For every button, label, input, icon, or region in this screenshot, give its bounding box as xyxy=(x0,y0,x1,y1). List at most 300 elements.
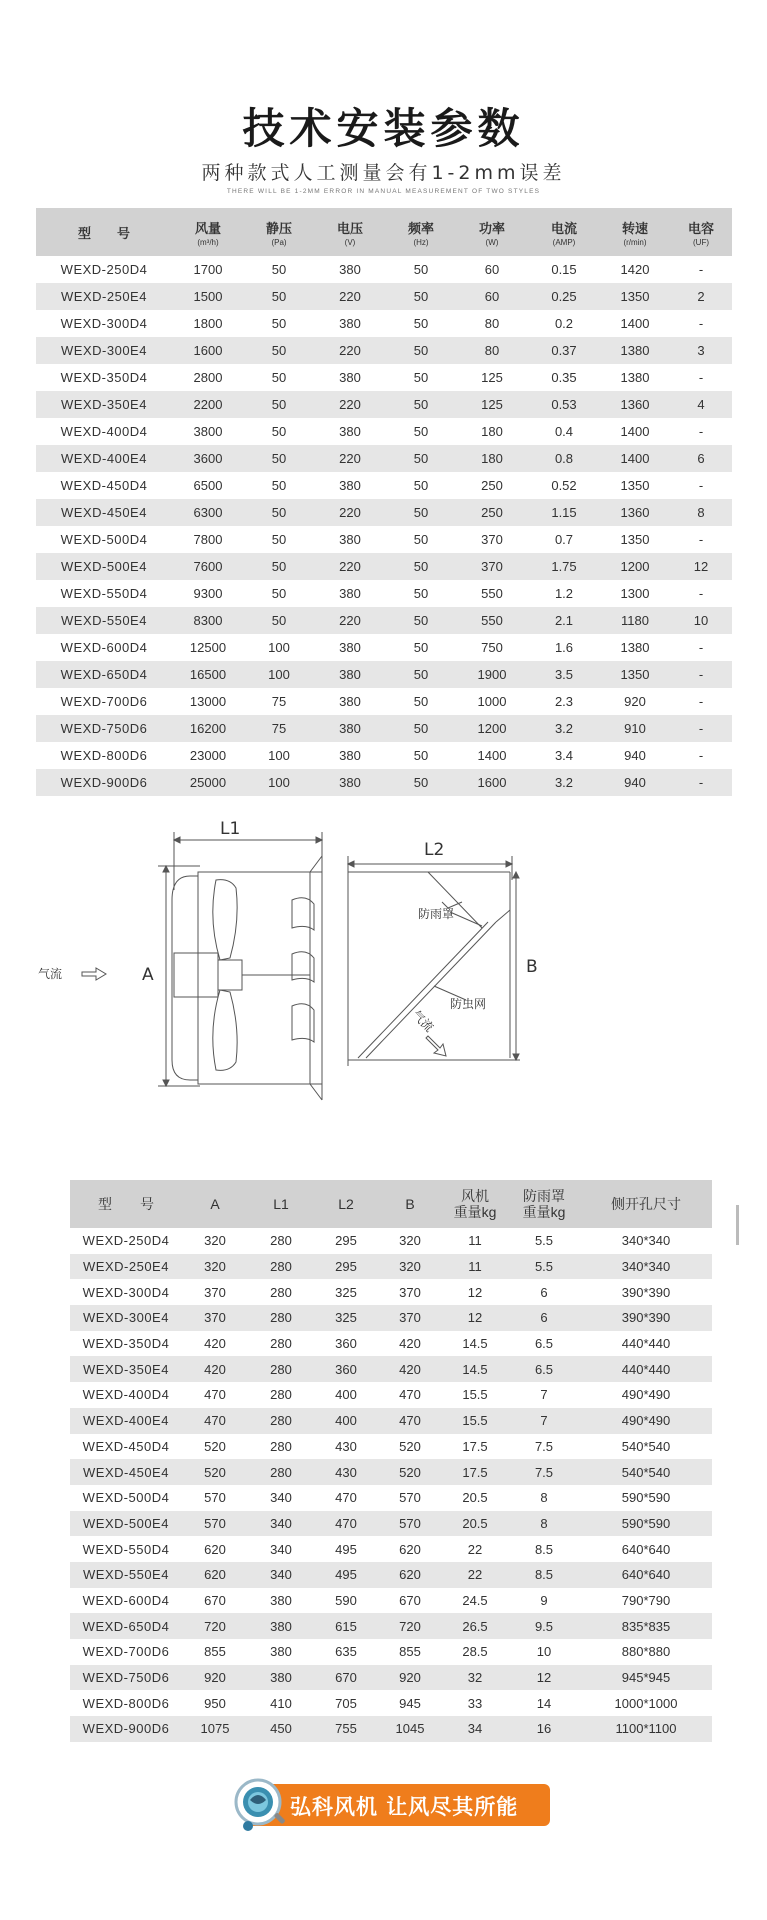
value-cell: 50 xyxy=(386,769,456,796)
value-cell: 620 xyxy=(399,1541,421,1557)
value-cell: 2200 xyxy=(172,391,244,418)
value-cell: 50 xyxy=(271,262,287,277)
value-cell: 0.7 xyxy=(554,532,574,547)
column-header-label: 电容 xyxy=(687,220,714,236)
value-cell: 1000 xyxy=(477,694,507,709)
model-cell: WEXD-300E4 xyxy=(70,1305,182,1331)
value-cell: 940 xyxy=(624,748,646,763)
table-row xyxy=(70,1356,712,1382)
value-cell: 7.5 xyxy=(534,1438,554,1454)
value-cell: 6300 xyxy=(172,499,244,526)
value-cell: 920 xyxy=(624,694,646,709)
value-cell: 220 xyxy=(314,499,386,526)
value-cell: 32 xyxy=(442,1665,508,1691)
value-cell: 1.75 xyxy=(528,553,600,580)
model-cell: WEXD-500D4 xyxy=(60,532,148,547)
table-row xyxy=(36,553,732,580)
value-cell: 5.5 xyxy=(534,1233,554,1249)
value-cell: 705 xyxy=(335,1695,357,1711)
value-cell: 8 xyxy=(670,499,732,526)
model-cell: WEXD-300D4 xyxy=(60,316,148,331)
value-cell: 615 xyxy=(314,1613,378,1639)
value-cell: 2.1 xyxy=(528,607,600,634)
value-cell: 20.5 xyxy=(462,1490,488,1506)
value-cell: 380 xyxy=(248,1613,314,1639)
model-cell: WEXD-550D4 xyxy=(60,586,148,601)
value-cell: 0.52 xyxy=(551,478,577,493)
value-cell: 1700 xyxy=(193,262,223,277)
column-header-unit: (Hz) xyxy=(413,237,429,247)
column-header-unit: (Pa) xyxy=(271,237,287,247)
model-cell: WEXD-250D4 xyxy=(82,1233,170,1249)
value-cell: 325 xyxy=(335,1284,357,1300)
table-row xyxy=(70,1408,712,1434)
value-cell: 1200 xyxy=(600,553,670,580)
value-cell: 7 xyxy=(508,1408,580,1434)
value-cell: 50 xyxy=(413,532,429,547)
column-header-label: 功率 xyxy=(478,220,505,236)
table-row xyxy=(36,418,732,445)
value-cell: 7 xyxy=(540,1387,548,1403)
value-cell: 1420 xyxy=(620,262,650,277)
value-cell: 370 xyxy=(204,1284,226,1300)
value-cell: 100 xyxy=(268,748,290,763)
table-row xyxy=(36,472,732,499)
table-row xyxy=(36,391,732,418)
value-cell: 320 xyxy=(182,1254,248,1280)
value-cell: 380 xyxy=(314,715,386,742)
column-header xyxy=(244,208,314,256)
value-cell: - xyxy=(698,640,704,655)
value-cell: 0.2 xyxy=(554,316,574,331)
model-cell: WEXD-750D6 xyxy=(36,715,172,742)
table-row xyxy=(70,1511,712,1537)
value-cell: 1200 xyxy=(456,715,528,742)
table-row xyxy=(70,1305,712,1331)
column-header xyxy=(386,208,456,256)
value-cell: 8300 xyxy=(172,607,244,634)
value-cell: 540*540 xyxy=(580,1459,712,1485)
value-cell: 26.5 xyxy=(442,1613,508,1639)
table-row xyxy=(36,526,732,553)
value-cell: 400 xyxy=(314,1408,378,1434)
column-header-label: A xyxy=(210,1196,220,1212)
value-cell: 380 xyxy=(314,661,386,688)
value-cell: 60 xyxy=(484,262,500,277)
value-cell: 570 xyxy=(182,1511,248,1537)
value-cell: 28.5 xyxy=(462,1644,488,1660)
value-cell: 16 xyxy=(508,1716,580,1742)
value-cell: 50 xyxy=(271,424,287,439)
table-row xyxy=(70,1690,712,1716)
column-header xyxy=(442,1180,508,1228)
value-cell: 490*490 xyxy=(621,1387,671,1403)
value-cell: 390*390 xyxy=(580,1305,712,1331)
value-cell: 50 xyxy=(244,283,314,310)
value-cell: 1.6 xyxy=(554,640,574,655)
airflow-arrow-icon xyxy=(82,968,106,980)
value-cell: 220 xyxy=(314,337,386,364)
model-cell: WEXD-700D6 xyxy=(60,694,148,709)
value-cell: 380 xyxy=(339,586,361,601)
value-cell: 1380 xyxy=(600,337,670,364)
value-cell: 1400 xyxy=(600,445,670,472)
value-cell: 370 xyxy=(456,553,528,580)
airflow-left-label: 气流 xyxy=(38,967,63,981)
value-cell: 125 xyxy=(481,370,503,385)
table-row xyxy=(70,1588,712,1614)
value-cell: 470 xyxy=(204,1387,226,1403)
value-cell: 420 xyxy=(378,1356,442,1382)
value-cell: 855 xyxy=(399,1644,421,1660)
value-cell: 380 xyxy=(339,532,361,547)
value-cell: 520 xyxy=(204,1438,226,1454)
model-cell: WEXD-700D6 xyxy=(82,1644,170,1660)
table-row xyxy=(36,283,732,310)
value-cell: 410 xyxy=(270,1695,292,1711)
value-cell: - xyxy=(698,316,704,331)
column-header-label: 侧开孔尺寸 xyxy=(611,1196,681,1212)
value-cell: 550 xyxy=(481,586,503,601)
value-cell: 14 xyxy=(536,1695,552,1711)
value-cell: 50 xyxy=(413,316,429,331)
value-cell: 1350 xyxy=(620,478,650,493)
model-cell: WEXD-400E4 xyxy=(70,1408,182,1434)
model-cell: WEXD-800D6 xyxy=(82,1695,170,1711)
value-cell: 5.5 xyxy=(508,1254,580,1280)
value-cell: 50 xyxy=(413,694,429,709)
value-cell: 640*640 xyxy=(580,1562,712,1588)
value-cell: 380 xyxy=(270,1644,292,1660)
value-cell: 380 xyxy=(270,1592,292,1608)
value-cell: 9300 xyxy=(193,586,223,601)
value-cell: 750 xyxy=(481,640,503,655)
value-cell: 50 xyxy=(386,391,456,418)
value-cell: 1.15 xyxy=(528,499,600,526)
table-header-row xyxy=(70,1180,712,1228)
table-row xyxy=(70,1613,712,1639)
value-cell: 340 xyxy=(270,1490,292,1506)
value-cell: 720 xyxy=(182,1613,248,1639)
model-cell: WEXD-450E4 xyxy=(36,499,172,526)
value-cell: - xyxy=(698,478,704,493)
value-cell: 220 xyxy=(314,607,386,634)
column-header xyxy=(314,1180,378,1228)
value-cell: 620 xyxy=(378,1562,442,1588)
value-cell: 280 xyxy=(270,1387,292,1403)
value-cell: 320 xyxy=(204,1233,226,1249)
value-cell: 3600 xyxy=(172,445,244,472)
model-cell: WEXD-350E4 xyxy=(70,1356,182,1382)
value-cell: 400 xyxy=(335,1387,357,1403)
value-cell: 1300 xyxy=(620,586,650,601)
value-cell: 280 xyxy=(270,1233,292,1249)
value-cell: 7600 xyxy=(172,553,244,580)
value-cell: 180 xyxy=(456,445,528,472)
value-cell: 320 xyxy=(399,1233,421,1249)
value-cell: 50 xyxy=(386,553,456,580)
value-cell: 570 xyxy=(204,1490,226,1506)
column-header-unit: (r/min) xyxy=(623,237,647,247)
column-header-unit: (W) xyxy=(485,237,499,247)
model-cell: WEXD-500E4 xyxy=(36,553,172,580)
column-header-label: 频率 xyxy=(407,220,434,236)
model-cell: WEXD-550E4 xyxy=(36,607,172,634)
table-row xyxy=(70,1665,712,1691)
value-cell: 370 xyxy=(182,1305,248,1331)
page-subtitle: 两种款式人工测量会有1-2mm误差 xyxy=(201,162,566,184)
column-header-label: 静压 xyxy=(265,220,292,236)
scrollbar-thumb[interactable] xyxy=(736,1205,739,1245)
value-cell: 470 xyxy=(378,1408,442,1434)
model-cell: WEXD-750D6 xyxy=(70,1665,182,1691)
dimension-l1-label: L1 xyxy=(220,819,241,839)
value-cell: 9 xyxy=(540,1592,548,1608)
table-row xyxy=(36,310,732,337)
value-cell: - xyxy=(698,586,704,601)
table-row xyxy=(36,256,732,283)
value-cell: 440*440 xyxy=(621,1336,671,1352)
model-cell: WEXD-350D4 xyxy=(82,1336,170,1352)
dimension-a-label: A xyxy=(142,965,154,985)
value-cell: 370 xyxy=(481,532,503,547)
table-row xyxy=(70,1639,712,1665)
value-cell: 3.2 xyxy=(528,715,600,742)
value-cell: 6500 xyxy=(193,478,223,493)
value-cell: 2 xyxy=(670,283,732,310)
table-row xyxy=(70,1254,712,1280)
model-cell: WEXD-600D4 xyxy=(60,640,148,655)
value-cell: 50 xyxy=(271,370,287,385)
value-cell: 13000 xyxy=(189,694,227,709)
value-cell: 250 xyxy=(481,478,503,493)
value-cell: 1360 xyxy=(600,391,670,418)
fan-side-view xyxy=(158,832,322,1100)
brand-banner xyxy=(228,1772,550,1836)
value-cell: 620 xyxy=(182,1562,248,1588)
value-cell: 11 xyxy=(442,1254,508,1280)
column-header-label: 型 号 xyxy=(77,225,130,241)
value-cell: 50 xyxy=(244,445,314,472)
value-cell: 10 xyxy=(536,1644,552,1660)
value-cell: 1100*1100 xyxy=(580,1716,712,1742)
value-cell: 11 xyxy=(468,1233,482,1249)
value-cell: 125 xyxy=(456,391,528,418)
value-cell: 635 xyxy=(335,1644,357,1660)
value-cell: 430 xyxy=(314,1459,378,1485)
installation-diagram xyxy=(30,810,650,1150)
table-row xyxy=(36,445,732,472)
value-cell: 490*490 xyxy=(580,1408,712,1434)
value-cell: 1380 xyxy=(620,640,650,655)
value-cell: 920 xyxy=(182,1665,248,1691)
value-cell: - xyxy=(670,661,732,688)
value-cell: 12500 xyxy=(189,640,227,655)
value-cell: 17.5 xyxy=(462,1438,488,1454)
value-cell: 325 xyxy=(314,1305,378,1331)
table-row xyxy=(36,499,732,526)
value-cell: 1000*1000 xyxy=(614,1695,678,1711)
value-cell: 6 xyxy=(540,1284,548,1300)
column-header-label: 风量 xyxy=(194,220,221,236)
value-cell: 15.5 xyxy=(442,1408,508,1434)
value-cell: 470 xyxy=(335,1490,357,1506)
value-cell: 340*340 xyxy=(621,1233,671,1249)
value-cell: 75 xyxy=(271,694,287,709)
value-cell: 50 xyxy=(271,316,287,331)
value-cell: 945 xyxy=(399,1695,421,1711)
value-cell: 2.3 xyxy=(554,694,574,709)
value-cell: 280 xyxy=(270,1336,292,1352)
value-cell: 550 xyxy=(456,607,528,634)
column-header xyxy=(600,208,670,256)
column-header-label: 防雨罩 xyxy=(523,1188,565,1204)
value-cell: 50 xyxy=(386,661,456,688)
model-cell: WEXD-300E4 xyxy=(36,337,172,364)
table-row xyxy=(70,1485,712,1511)
value-cell: 50 xyxy=(386,283,456,310)
model-cell: WEXD-650D4 xyxy=(70,1613,182,1639)
value-cell: 755 xyxy=(314,1716,378,1742)
value-cell: 50 xyxy=(413,370,429,385)
airflow-arrow-icon xyxy=(426,1036,446,1056)
table-row xyxy=(70,1434,712,1460)
column-header-label: 转速 xyxy=(621,220,648,236)
model-cell: WEXD-600D4 xyxy=(82,1592,170,1608)
brand-slogan: 弘科风机 让风尽其所能 xyxy=(290,1795,519,1819)
column-header xyxy=(670,208,732,256)
value-cell: 835*835 xyxy=(580,1613,712,1639)
value-cell: 945*945 xyxy=(580,1665,712,1691)
value-cell: 380 xyxy=(248,1665,314,1691)
value-cell: 1350 xyxy=(620,532,650,547)
value-cell: 3.5 xyxy=(528,661,600,688)
table-row xyxy=(70,1562,712,1588)
value-cell: 0.8 xyxy=(528,445,600,472)
column-header xyxy=(36,208,172,256)
insect-net-label: 防虫网 xyxy=(450,997,487,1011)
value-cell: 220 xyxy=(314,553,386,580)
table-row xyxy=(36,607,732,634)
value-cell: 1400 xyxy=(620,316,650,331)
value-cell: 320 xyxy=(378,1254,442,1280)
value-cell: 450 xyxy=(248,1716,314,1742)
column-header-unit: (m³/h) xyxy=(197,237,219,247)
value-cell: 100 xyxy=(268,640,290,655)
value-cell: 60 xyxy=(456,283,528,310)
model-cell: WEXD-400D4 xyxy=(60,424,148,439)
value-cell: 520 xyxy=(399,1438,421,1454)
page-subtitle-english: THERE WILL BE 1-2MM ERROR IN MANUAL MEASUREMENT OF TWO STYLES xyxy=(226,188,541,195)
value-cell: 220 xyxy=(314,283,386,310)
value-cell: 23000 xyxy=(189,748,227,763)
value-cell: 670 xyxy=(314,1665,378,1691)
table-row xyxy=(70,1331,712,1357)
value-cell: 1800 xyxy=(193,316,223,331)
column-header-unit: (V) xyxy=(344,237,356,247)
value-cell: 590*590 xyxy=(621,1490,671,1506)
column-header-label: 型 号 xyxy=(98,1196,154,1212)
value-cell: 50 xyxy=(413,640,429,655)
value-cell: 10 xyxy=(670,607,732,634)
value-cell: 370 xyxy=(378,1305,442,1331)
value-cell: 3.4 xyxy=(554,748,574,763)
value-cell: 2800 xyxy=(193,370,223,385)
value-cell: 280 xyxy=(270,1284,292,1300)
value-cell: 470 xyxy=(314,1511,378,1537)
table-row xyxy=(36,769,732,796)
value-cell: 1075 xyxy=(182,1716,248,1742)
value-cell: 380 xyxy=(339,370,361,385)
value-cell: 50 xyxy=(271,532,287,547)
value-cell: 340 xyxy=(248,1511,314,1537)
value-cell: 180 xyxy=(481,424,503,439)
model-cell: WEXD-400E4 xyxy=(36,445,172,472)
value-cell: 280 xyxy=(270,1438,292,1454)
value-cell: 4 xyxy=(670,391,732,418)
value-cell: 50 xyxy=(244,607,314,634)
value-cell: 20.5 xyxy=(442,1511,508,1537)
model-cell: WEXD-450D4 xyxy=(82,1438,170,1454)
value-cell: 380 xyxy=(339,640,361,655)
column-header xyxy=(456,208,528,256)
value-cell: 420 xyxy=(182,1356,248,1382)
value-cell: 50 xyxy=(271,478,287,493)
value-cell: 920 xyxy=(378,1665,442,1691)
column-header xyxy=(314,208,386,256)
value-cell: 420 xyxy=(204,1336,226,1352)
value-cell: 1600 xyxy=(172,337,244,364)
value-cell: 12 xyxy=(670,553,732,580)
value-cell: 220 xyxy=(314,445,386,472)
value-cell: 1380 xyxy=(620,370,650,385)
value-cell: 280 xyxy=(248,1459,314,1485)
table-row xyxy=(36,742,732,769)
value-cell: 640*640 xyxy=(621,1541,671,1557)
model-cell: WEXD-800D6 xyxy=(60,748,148,763)
value-cell: 670 xyxy=(399,1592,421,1608)
column-header xyxy=(508,1180,580,1228)
value-cell: 590 xyxy=(335,1592,357,1608)
value-cell: 6.5 xyxy=(508,1356,580,1382)
value-cell: 6 xyxy=(670,445,732,472)
column-header-unit: (UF) xyxy=(693,237,709,247)
page-title: 技术安装参数 xyxy=(242,104,525,153)
value-cell: 280 xyxy=(248,1408,314,1434)
model-cell: WEXD-900D6 xyxy=(70,1716,182,1742)
value-cell: 15.5 xyxy=(462,1387,488,1403)
table-row xyxy=(70,1459,712,1485)
value-cell: 855 xyxy=(204,1644,226,1660)
value-cell: 380 xyxy=(339,478,361,493)
value-cell: 950 xyxy=(204,1695,226,1711)
value-cell: 0.25 xyxy=(528,283,600,310)
value-cell: 540*540 xyxy=(621,1438,671,1454)
value-cell: - xyxy=(698,370,704,385)
value-cell: 250 xyxy=(456,499,528,526)
dimension-b-label: B xyxy=(526,957,538,977)
value-cell: 50 xyxy=(413,586,429,601)
table-row xyxy=(36,661,732,688)
value-cell: 280 xyxy=(248,1305,314,1331)
table-row xyxy=(36,580,732,607)
value-cell: 1400 xyxy=(477,748,507,763)
value-cell: 50 xyxy=(244,499,314,526)
model-cell: WEXD-250D4 xyxy=(60,262,148,277)
value-cell: 720 xyxy=(378,1613,442,1639)
value-cell: 1500 xyxy=(172,283,244,310)
value-cell: 360 xyxy=(314,1356,378,1382)
